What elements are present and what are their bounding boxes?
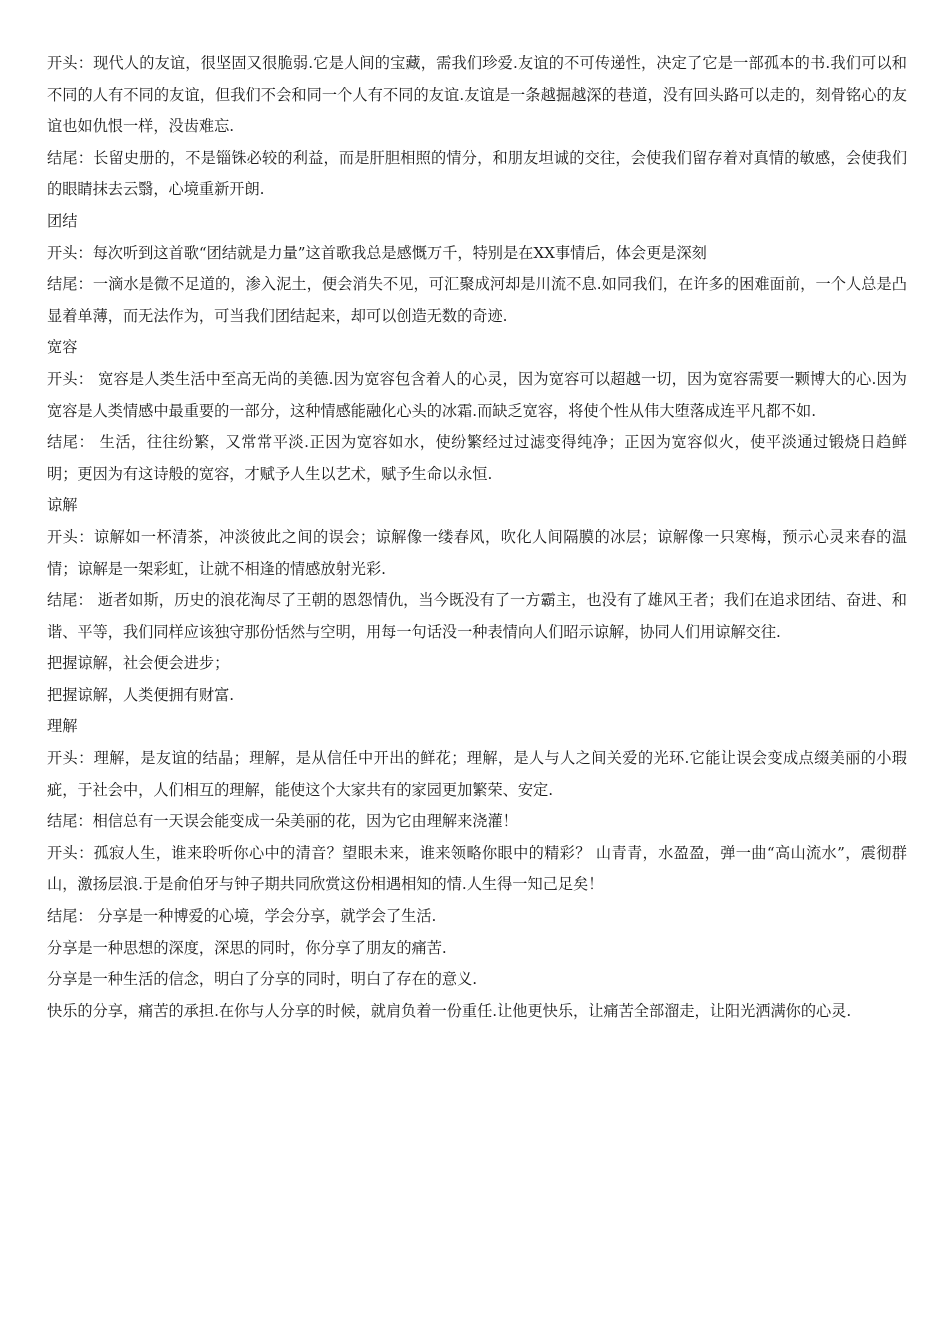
paragraph-sharing-line-3: 快乐的分享，痛苦的承担.在你与人分享的时候，就肩负着一份重任.让他更快乐，让痛苦全部溜走，让阳光洒满你的心灵. bbox=[47, 1001, 852, 1020]
paragraph-forgiveness-opening: 开头：谅解如一杯清茶，冲淡彼此之间的误会；谅解像一缕春风，吹化人间隔膜的冰层；谅解像一只寒梅，预示心灵来春的温情；谅解是一架彩虹，让就不相逢的情感放射光彩. bbox=[47, 527, 907, 578]
section-heading-unity: 团结 bbox=[47, 211, 78, 230]
paragraph-tolerance-ending: 结尾： 生活，往往纷繁，又常常平淡.正因为宽容如水，使纷繁经过过滤变得纯净；正因为宽容似火，使平淡通过锻烧日趋鲜明；更因为有这诗般的宽容，才赋予人生以艺术，赋予生命以永恒. bbox=[47, 433, 907, 483]
paragraph-unity-ending: 结尾：一滴水是微不足道的，渗入泥土，便会消失不见，可汇聚成河却是川流不息.如同我们，在许多的困难面前，一个人总是凸显着单薄，而无法作为，可当我们团结起来，却可以创造无数的奇迹. bbox=[47, 275, 907, 325]
section-heading-tolerance: 宽容 bbox=[47, 338, 78, 357]
section-heading-forgiveness: 谅解 bbox=[47, 496, 78, 515]
paragraph-understanding-ending: 结尾：相信总有一天误会能变成一朵美丽的花，因为它由理解来浇灌！ bbox=[47, 812, 518, 831]
paragraph-unity-opening: 开头：每次听到这首歌“团结就是力量”这首歌我总是感慨万千，特别是在XX事情后，体会更是深刻 bbox=[47, 243, 707, 262]
paragraph-friendship-opening: 开头：现代人的友谊，很坚固又很脆弱.它是人间的宝藏，需我们珍爱.友谊的不可传递性，决定了它是一部孤本的书.我们可以和不同的人有不同的友谊，但我们不会和同一个人有不同的友谊.友谊是一条越掘越深的巷道，没有回头路可以走的，刻骨铭心的友谊也如仇恨一样，没齿难忘. bbox=[47, 54, 907, 136]
paragraph-forgiveness-line-1: 把握谅解，社会便会进步； bbox=[47, 654, 230, 673]
paragraph-sharing-line-2: 分享是一种生活的信念，明白了分享的同时，明白了存在的意义. bbox=[47, 970, 478, 989]
document-page bbox=[47, 48, 907, 1027]
paragraph-friendship-ending: 结尾：长留史册的，不是锱铢必较的利益，而是肝胆相照的情分，和朋友坦诚的交往，会使我们留存着对真情的敏感，会使我们的眼睛抹去云翳，心境重新开朗. bbox=[47, 148, 907, 199]
paragraph-sharing-line-1: 分享是一种思想的深度，深思的同时，你分享了朋友的痛苦. bbox=[47, 938, 447, 957]
paragraph-sharing-ending: 结尾： 分享是一种博爱的心境，学会分享，就学会了生活. bbox=[47, 907, 437, 926]
paragraph-sharing-opening: 开头：孤寂人生，谁来聆听你心中的清音？望眼未来，谁来领略你眼中的精彩？ 山青青，水盈盈，弹一曲“高山流水”，震彻群山，激扬层浪.于是俞伯牙与钟子期共同欣赏这份相遇相知的情.人生得一知己足矣！ bbox=[47, 843, 907, 894]
paragraph-forgiveness-ending: 结尾： 逝者如斯，历史的浪花淘尽了王朝的恩怨情仇，当今既没有了一方霸主，也没有了雄风王者；我们在追求团结、奋进、和谐、平等，我们同样应该独守那份恬然与空明，用每一句话没一种表情向人们昭示谅解，协同人们用谅解交往. bbox=[47, 591, 907, 641]
section-heading-understanding: 理解 bbox=[47, 717, 78, 736]
paragraph-forgiveness-line-2: 把握谅解，人类便拥有财富. bbox=[47, 685, 235, 704]
paragraph-understanding-opening: 开头：理解，是友谊的结晶；理解，是从信任中开出的鲜花；理解，是人与人之间关爱的光环.它能让误会变成点缀美丽的小瑕疵，于社会中，人们相互的理解，能使这个大家共有的家园更加繁荣、安定. bbox=[47, 749, 907, 799]
paragraph-tolerance-opening: 开头： 宽容是人类生活中至高无尚的美德.因为宽容包含着人的心灵，因为宽容可以超越一切，因为宽容需要一颗博大的心.因为宽容是人类情感中最重要的一部分，这种情感能融化心头的冰霜.而缺乏宽容，将使个性从伟大堕落成连平凡都不如. bbox=[47, 369, 907, 420]
